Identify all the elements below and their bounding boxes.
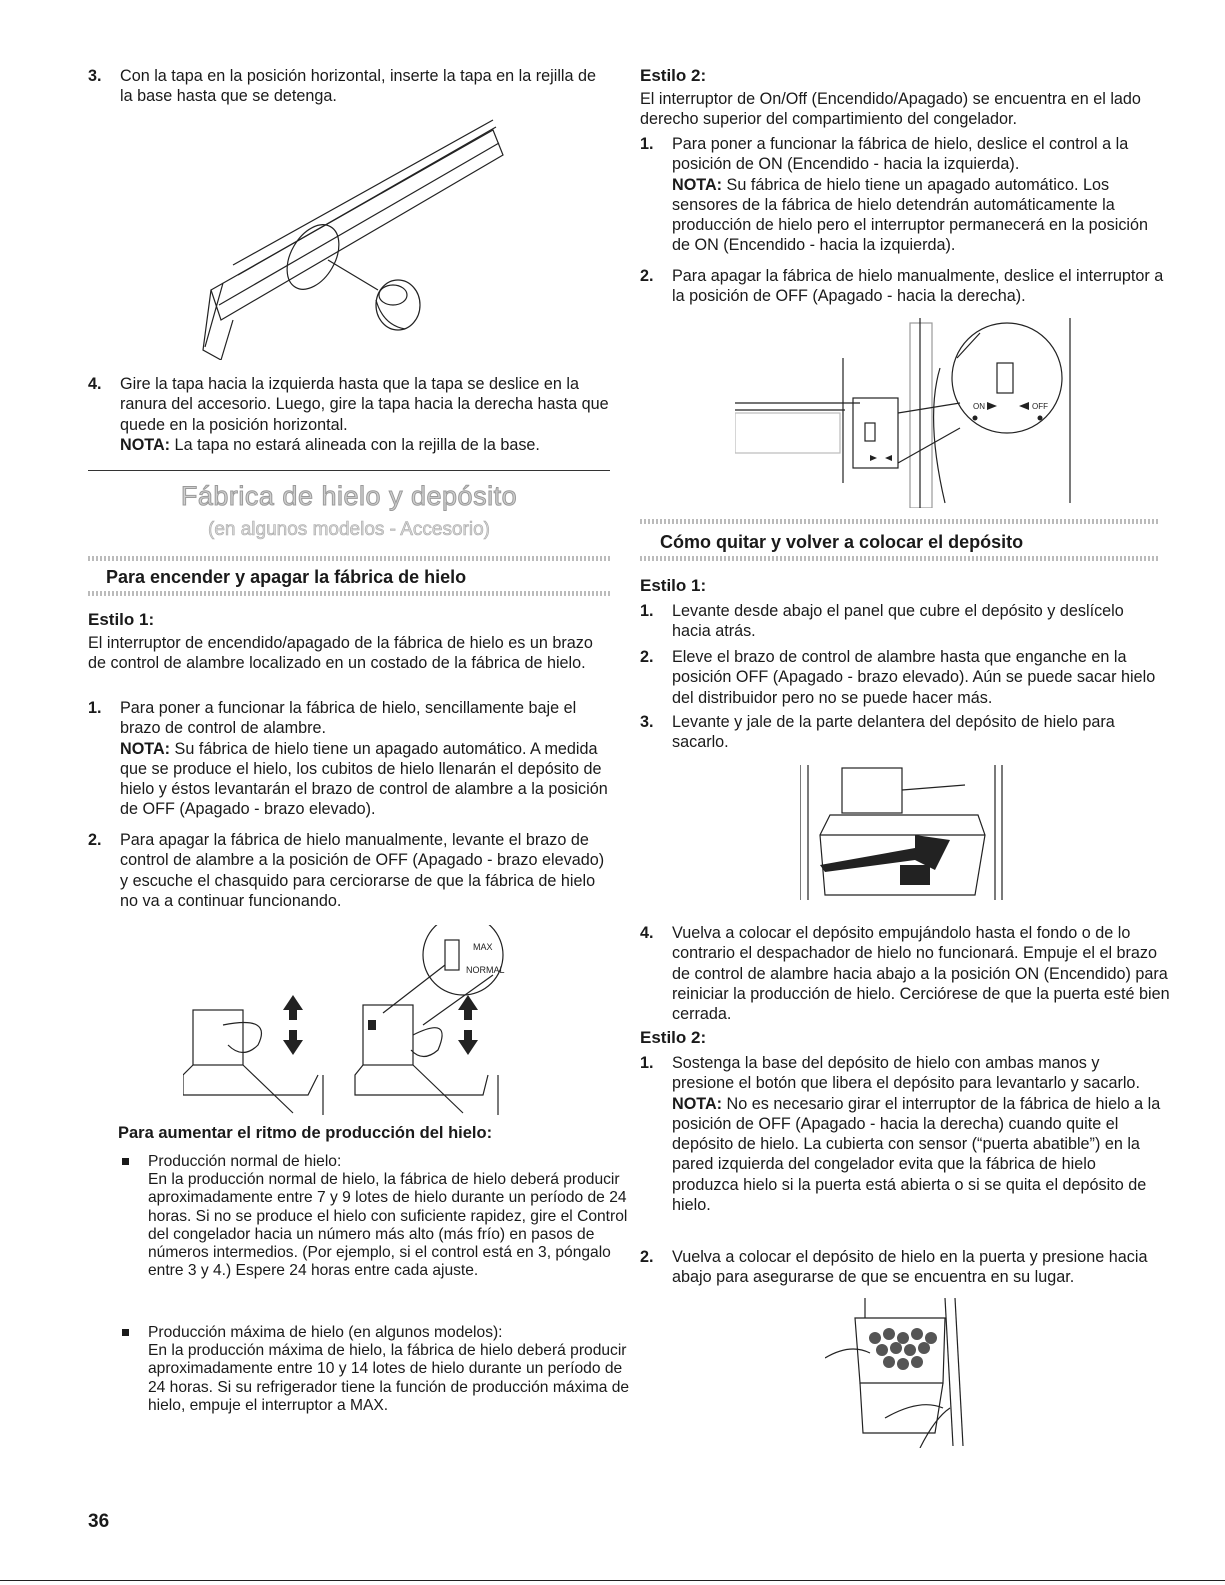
r-e1-step-1 bbox=[640, 601, 1162, 642]
bottom-rule bbox=[0, 1580, 1225, 1581]
step-number: 1. bbox=[640, 1054, 654, 1072]
divider bbox=[88, 470, 610, 471]
step-text: Para poner a funcionar la fábrica de hielo, deslice el control a la posición de ON (Encendido - hacia la izquierda). bbox=[672, 135, 1129, 174]
step-number: 4. bbox=[88, 375, 102, 393]
estilo-2-heading: Estilo 2: bbox=[640, 66, 707, 85]
step-number: 3. bbox=[88, 67, 102, 85]
note-text: Su fábrica de hielo tiene un apagado automático. A medida que se produce el hielo, los cubitos de hielo llenarán el depósito de hielo y éstos levantarán el brazo de control de alambre a la posición de OFF (Apagado - brazo elevado). bbox=[120, 739, 608, 819]
on-label: ON bbox=[973, 402, 985, 411]
grille-cap-illustration bbox=[193, 115, 513, 360]
step-text: Para apagar la fábrica de hielo manualmente, levante el brazo de control de alambre a la posición de OFF (Apagado - brazo elevado) y escuche el chasquido para cerciorarse de que la fábrica de hielo no va a continuar funcionando. bbox=[120, 831, 605, 910]
note-label: NOTA: bbox=[120, 739, 171, 758]
bullet-title: Producción máxima de hielo (en algunos modelos): bbox=[148, 1324, 503, 1341]
step-text: Vuelva a colocar el depósito de hielo en la puerta y presione hacia abajo para asegurarse de que se encuentra en su lugar. bbox=[672, 1248, 1148, 1287]
dotted-rule bbox=[640, 519, 1160, 524]
r-e2-step-1 bbox=[640, 1053, 1162, 1215]
wire-arm-illustration bbox=[183, 925, 528, 1115]
bin-removal-illustration bbox=[800, 760, 1010, 905]
step-4 bbox=[88, 374, 610, 455]
r-e1-step-4 bbox=[640, 923, 1172, 1024]
note-label: NOTA: bbox=[672, 175, 723, 194]
step-text: Eleve el brazo de control de alambre hasta que enganche en la posición OFF (Apagado - brazo elevado). Aún se puede sacar hielo del distribuidor pero no se puede hacer más. bbox=[672, 648, 1156, 707]
step-number: 2. bbox=[88, 831, 102, 849]
step-number: 4. bbox=[640, 924, 654, 942]
switch-illustration bbox=[735, 318, 1080, 508]
section-title: Fábrica de hielo y depósito bbox=[180, 481, 518, 511]
note-text: No es necesario girar el interruptor de la fábrica de hielo a la posición de OFF (Apagado - hacia la derecha) cuando quite el depósito de hielo. La cubierta con sensor (“puerta abatible”) en la pared izquierda del congelador evita que la fábrica de hielo produzca hielo si la puerta está abierta o si se quita el depósito de hielo. bbox=[672, 1094, 1161, 1215]
step-text: Levante desde abajo el panel que cubre el depósito y deslícelo hacia atrás. bbox=[672, 602, 1124, 641]
step-text: Sostenga la base del depósito de hielo con ambas manos y presione el botón que libera el depósito para levantarlo y sacarlo. bbox=[672, 1054, 1140, 1093]
note-text: Su fábrica de hielo tiene un apagado automático. Los sensores de la fábrica de hielo detendrán automáticamente la producción de hielo pero el interruptor permanecerá en la posición de ON (Encendido - hacia la izquierda). bbox=[672, 175, 1149, 255]
step-number: 2. bbox=[640, 267, 654, 285]
note-label: NOTA: bbox=[120, 435, 171, 454]
normal-label: NORMAL bbox=[466, 965, 505, 975]
r-estilo-1-heading: Estilo 1: bbox=[640, 576, 707, 595]
max-label: MAX bbox=[473, 942, 493, 952]
r-estilo-2-heading: Estilo 2: bbox=[640, 1028, 707, 1047]
section-subtitle: (en algunos modelos - Accesorio) bbox=[208, 519, 490, 540]
dotted-rule bbox=[88, 556, 610, 561]
estilo-1-intro: El interruptor de encendido/apagado de la fábrica de hielo es un brazo de control de alambre localizado en un costado de la fábrica de hielo. bbox=[88, 634, 593, 673]
step-number: 1. bbox=[88, 699, 102, 717]
step-number: 1. bbox=[640, 602, 654, 620]
step-number: 2. bbox=[640, 1248, 654, 1266]
subhead-quitar: Cómo quitar y volver a colocar el depósito bbox=[660, 532, 1024, 552]
step-text: Con la tapa en la posición horizontal, inserte la tapa en la rejilla de la base hasta que se detenga. bbox=[120, 67, 597, 106]
bullet-text: En la producción máxima de hielo, la fábrica de hielo deberá producir aproximadamente entre 10 y 14 lotes de hielo durante un período de 24 horas. Si su refrigerador tiene la función de producción máxima de hielo, empuje el interruptor a MAX. bbox=[148, 1342, 630, 1414]
door-bin-illustration bbox=[825, 1298, 985, 1448]
step-number: 2. bbox=[640, 648, 654, 666]
off-label: OFF bbox=[1032, 402, 1048, 411]
e1-step-2 bbox=[88, 830, 610, 911]
step-text: Levante y jale de la parte delantera del depósito de hielo para sacarlo. bbox=[672, 713, 1115, 752]
bullet-text: En la producción normal de hielo, la fábrica de hielo deberá producir aproximadamente entre 7 y 9 lotes de hielo durante un período de 24 horas. Si no se produce el hielo con suficiente rapidez, gire el Control del congelador hacia un número más alto (más frío) en pasos de números intermedios. (Por ejemplo, si el control está en 3, póngalo entre 3 y 4.) Espere 24 horas entre cada ajuste. bbox=[148, 1171, 628, 1280]
bullet-square bbox=[122, 1329, 129, 1336]
dotted-rule bbox=[640, 556, 1160, 561]
step-number: 1. bbox=[640, 135, 654, 153]
note-label: NOTA: bbox=[672, 1094, 723, 1113]
page-number: 36 bbox=[88, 1511, 110, 1532]
bullet-max bbox=[118, 1324, 634, 1415]
step-text: Para poner a funcionar la fábrica de hielo, sencillamente baje el brazo de control de alambre. bbox=[120, 699, 577, 738]
note-text: La tapa no estará alineada con la rejilla de la base. bbox=[170, 435, 540, 454]
estilo-2-intro: El interruptor de On/Off (Encendido/Apagado) se encuentra en el lado derecho superior del compartimiento del congelador. bbox=[640, 90, 1141, 129]
r-e1-step-3 bbox=[640, 712, 1172, 753]
e1-step-1 bbox=[88, 698, 610, 820]
aumentar-heading: Para aumentar el ritmo de producción del hielo: bbox=[118, 1124, 493, 1142]
bullet-square bbox=[122, 1158, 129, 1165]
r-e1-step-2 bbox=[640, 647, 1172, 708]
step-text: Vuelva a colocar el depósito empujándolo hasta el fondo o de lo contrario el despachador de hielo no funcionará. Empuje el el brazo de control de alambre hacia abajo a la posición ON (Encendido) para reiniciar la producción de hielo. Cerciórese de que la puerta esté bien cerrada. bbox=[672, 924, 1170, 1024]
bullet-normal bbox=[118, 1153, 634, 1280]
bullet-title: Producción normal de hielo: bbox=[148, 1153, 342, 1170]
r-e2-step-2 bbox=[640, 1247, 1172, 1288]
step-text: Para apagar la fábrica de hielo manualmente, deslice el interruptor a la posición de OFF (Apagado - hacia la derecha). bbox=[672, 267, 1164, 306]
e2-step-1 bbox=[640, 134, 1162, 256]
estilo-1-heading: Estilo 1: bbox=[88, 610, 155, 629]
subhead-encender: Para encender y apagar la fábrica de hielo bbox=[106, 567, 467, 587]
dotted-rule bbox=[88, 591, 610, 596]
e2-step-2 bbox=[640, 266, 1172, 307]
step-number: 3. bbox=[640, 713, 654, 731]
step-3 bbox=[88, 66, 610, 107]
step-text: Gire la tapa hacia la izquierda hasta que la tapa se deslice en la ranura del accesorio. Luego, gire la tapa hacia la derecha hasta que quede en la posición horizontal. bbox=[120, 375, 609, 434]
